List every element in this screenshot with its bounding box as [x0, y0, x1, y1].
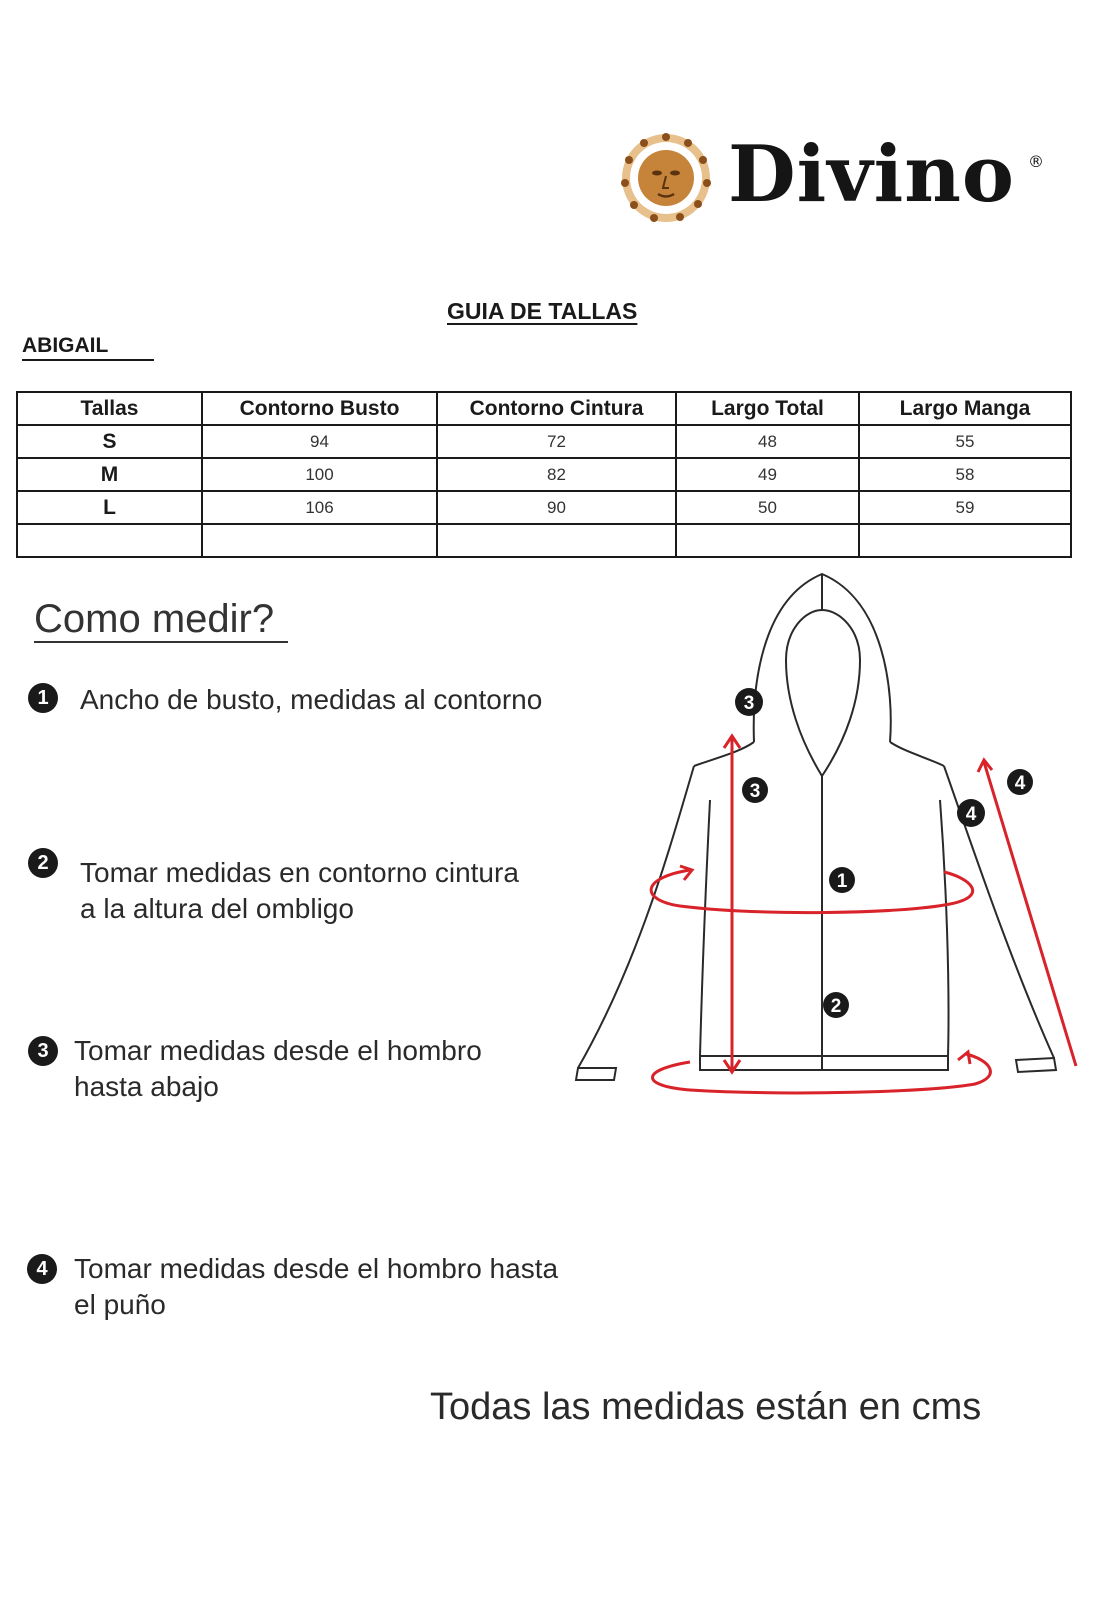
waist-cell: 90 [437, 491, 676, 524]
brand-logo [618, 128, 1058, 228]
step-2-line-1: Tomar medidas en contorno cintura [80, 857, 519, 888]
step-3-line-1: Tomar medidas desde el hombro [74, 1035, 482, 1066]
step-4-line-2: el puño [74, 1289, 166, 1320]
header-contorno-cintura: Contorno Cintura [437, 392, 676, 425]
diagram-markers [735, 688, 1033, 1018]
step-2-text [80, 855, 519, 927]
waist-cell [437, 524, 676, 557]
svg-text:4: 4 [1014, 773, 1026, 794]
total-length-cell: 50 [676, 491, 859, 524]
how-to-underline [34, 641, 288, 643]
header-largo-total: Largo Total [676, 392, 859, 425]
header-contorno-busto: Contorno Busto [202, 392, 437, 425]
size-cell: L [17, 491, 202, 524]
hoodie-measure-diagram [560, 560, 1104, 1120]
marker-4-sleeve [957, 799, 985, 827]
table-row [17, 425, 1071, 458]
footer-note: Todas las medidas están en cms [430, 1386, 982, 1428]
step-2-line-2: a la altura del ombligo [80, 893, 354, 924]
bust-cell: 106 [202, 491, 437, 524]
how-to-title: Como medir? [34, 597, 275, 641]
header-tallas: Tallas [17, 392, 202, 425]
svg-text:2: 2 [830, 996, 842, 1017]
guide-title: GUIA DE TALLAS [447, 298, 638, 324]
step-1-text [80, 682, 542, 718]
marker-4-outer [1007, 769, 1033, 795]
step-1-line-1: Ancho de busto, medidas al contorno [80, 684, 543, 715]
table-row [17, 491, 1071, 524]
marker-2-waist [823, 992, 849, 1018]
svg-text:3: 3 [749, 781, 761, 802]
table-header-row [17, 392, 1071, 425]
svg-text:1: 1 [836, 871, 848, 892]
svg-text:4: 4 [965, 804, 977, 825]
step-3-badge: 3 [28, 1036, 58, 1066]
sleeve-length-cell: 59 [859, 491, 1071, 524]
size-cell: M [17, 458, 202, 491]
hoodie-outline [576, 574, 1056, 1080]
step-3-text [74, 1033, 482, 1105]
header-largo-manga: Largo Manga [859, 392, 1071, 425]
total-length-cell: 48 [676, 425, 859, 458]
sun-face-icon [618, 128, 718, 228]
marker-1-bust [829, 867, 855, 893]
brand-name: Divino [728, 129, 1015, 220]
bust-cell: 100 [202, 458, 437, 491]
size-cell [17, 524, 202, 557]
bust-cell: 94 [202, 425, 437, 458]
step-2-badge: 2 [28, 848, 58, 878]
svg-text:3: 3 [743, 693, 755, 714]
step-4-text [74, 1251, 558, 1323]
model-underline [22, 359, 154, 361]
sleeve-length-cell [859, 524, 1071, 557]
waist-cell: 82 [437, 458, 676, 491]
model-name: ABIGAIL [22, 334, 109, 357]
step-3-line-2: hasta abajo [74, 1071, 219, 1102]
size-table [16, 391, 1072, 558]
waist-cell: 72 [437, 425, 676, 458]
table-row [17, 458, 1071, 491]
marker-3-body [742, 777, 768, 803]
marker-3-hood [735, 688, 763, 716]
registered-mark: ® [1028, 152, 1044, 171]
size-cell: S [17, 425, 202, 458]
step-4-badge: 4 [27, 1254, 57, 1284]
bust-cell [202, 524, 437, 557]
table-row [17, 524, 1071, 557]
total-length-cell: 49 [676, 458, 859, 491]
total-length-cell [676, 524, 859, 557]
step-1-badge: 1 [28, 683, 58, 713]
sleeve-length-cell: 55 [859, 425, 1071, 458]
step-4-line-1: Tomar medidas desde el hombro hasta [74, 1253, 559, 1284]
sleeve-length-cell: 58 [859, 458, 1071, 491]
